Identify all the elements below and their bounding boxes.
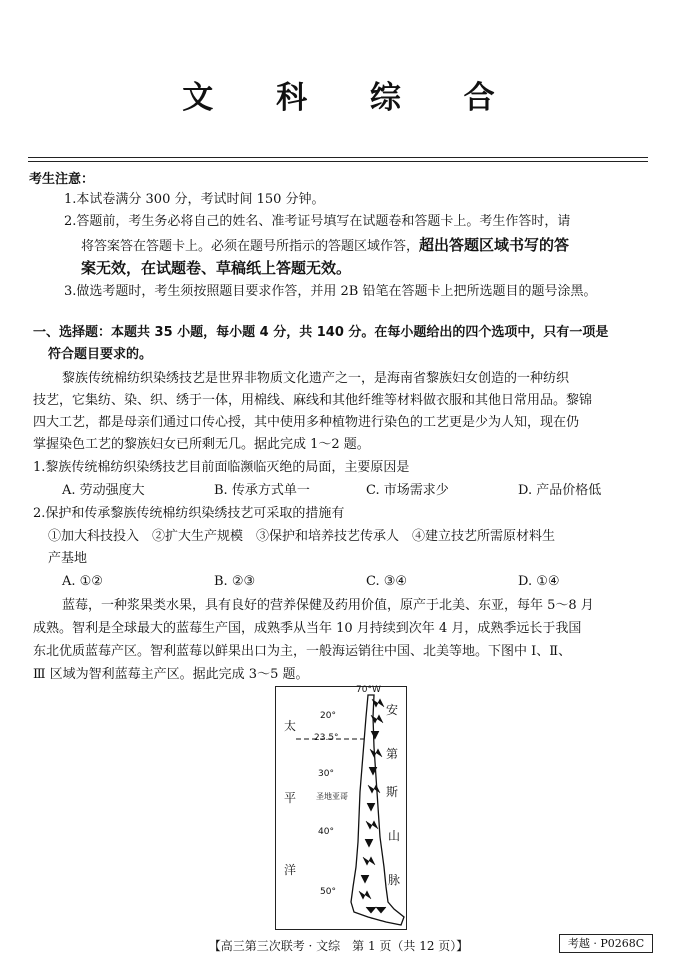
page-title: 文 科 综 合 xyxy=(182,80,521,116)
passage-2-line: 成熟。智利是全球最大的蓝莓生产国，成熟季从当年 10 月持续到次年 4 月，成熟季远长于我国 xyxy=(33,621,582,636)
question-1-option-c: C. 市场需求少 xyxy=(366,483,449,498)
question-1-option-b: B. 传承方式单一 xyxy=(214,483,310,498)
ocean-label: 太 xyxy=(284,719,297,733)
page-footer: 【高三第三次联考 · 文综 第 1 页（共 12 页）】 xyxy=(208,939,469,953)
passage-2-line: 东北优质蓝莓产区。智利蓝莓以鲜果出口为主，一般海运销往中国、北美等地。下图中 Ⅰ、Ⅱ、 xyxy=(33,644,572,659)
question-1-stem: 1.黎族传统棉纺织染绣技艺目前面临濒临灭绝的局面，主要原因是 xyxy=(33,460,410,475)
exam-code-box: 考越 · P0268C xyxy=(559,934,653,953)
divider-line xyxy=(28,157,648,158)
question-1-option-d: D. 产品价格低 xyxy=(518,483,602,498)
question-2-items-line2: 产基地 xyxy=(48,551,88,566)
mountain-label: 山 xyxy=(388,829,401,843)
notice-item-2: 2.答题前，考生务必将自己的姓名、准考证号填写在试题卷和答题卡上。考生作答时，请 xyxy=(64,214,571,229)
longitude-label: 70°W xyxy=(356,685,381,695)
section-heading-line2: 符合题目要求的。 xyxy=(48,347,153,362)
chile-map-figure xyxy=(275,686,407,930)
notice-heading: 考生注意： xyxy=(29,172,95,187)
latitude-label: 50° xyxy=(320,887,336,897)
passage-1-line: 四大工艺，都是母亲们通过口传心授，其中使用多种植物进行染色的工艺更是少为人知，现在仍 xyxy=(33,415,580,430)
question-2-items: ①加大科技投入 ②扩大生产规模 ③保护和培养技艺传承人 ④建立技艺所需原材料生 xyxy=(48,529,556,544)
notice-item-3: 3.做选考题时，考生须按照题目要求作答，并用 2B 铅笔在答题卡上把所选题目的题号涂黑。 xyxy=(64,284,597,299)
city-label: 圣地亚哥 xyxy=(316,792,348,801)
section-heading: 一、选择题：本题共 35 小题，每小题 4 分，共 140 分。在每小题给出的四个选项中，只有一项是 xyxy=(33,325,609,340)
ocean-label: 平 xyxy=(284,791,297,805)
ocean-label: 洋 xyxy=(284,863,297,877)
passage-1-line: 掌握染色工艺的黎族妇女已所剩无几。据此完成 1～2 题。 xyxy=(33,437,370,452)
notice-item-1: 1.本试卷满分 300 分，考试时间 150 分钟。 xyxy=(64,192,325,207)
mountain-label: 安 xyxy=(386,703,399,717)
latitude-label: 30° xyxy=(318,769,334,779)
notice-item-2-bold: 超出答题区域书写的答 xyxy=(419,236,570,254)
mountain-label: 斯 xyxy=(386,785,399,799)
passage-1-line: 技艺，它集纺、染、织、绣于一体，用棉线、麻线和其他纤维等材料做衣服和其他日常用品。黎锦 xyxy=(33,393,593,408)
passage-2-line: Ⅲ 区域为智利蓝莓主产区。据此完成 3～5 题。 xyxy=(33,667,309,682)
question-2-option-a: A. ①② xyxy=(62,574,103,589)
notice-item-2-line2 xyxy=(81,234,569,256)
notice-item-2-bold-line3: 案无效，在试题卷、草稿纸上答题无效。 xyxy=(81,259,352,277)
latitude-label: 23.5° xyxy=(314,733,339,743)
question-2-stem: 2.保护和传承黎族传统棉纺织染绣技艺可采取的措施有 xyxy=(33,506,345,521)
passage-1-line: 黎族传统棉纺织染绣技艺是世界非物质文化遗产之一，是海南省黎族妇女创造的一种纺织 xyxy=(62,371,570,386)
question-2-option-b: B. ②③ xyxy=(214,574,256,589)
question-2-option-d: D. ①④ xyxy=(518,574,560,589)
mountain-label: 脉 xyxy=(388,873,401,887)
divider-line xyxy=(28,161,648,162)
passage-2-line: 蓝莓，一种浆果类水果，具有良好的营养保健及药用价值，原产于北美、东亚，每年 5～8 月 xyxy=(62,598,594,613)
question-2-option-c: C. ③④ xyxy=(366,574,408,589)
latitude-label: 40° xyxy=(318,827,334,837)
mountain-label: 第 xyxy=(386,747,399,761)
notice-item-2-plain: 将答案答在答题卡上。必须在题号所指示的答题区域作答， xyxy=(81,239,420,254)
question-1-option-a: A. 劳动强度大 xyxy=(62,483,145,498)
latitude-label: 20° xyxy=(320,711,336,721)
